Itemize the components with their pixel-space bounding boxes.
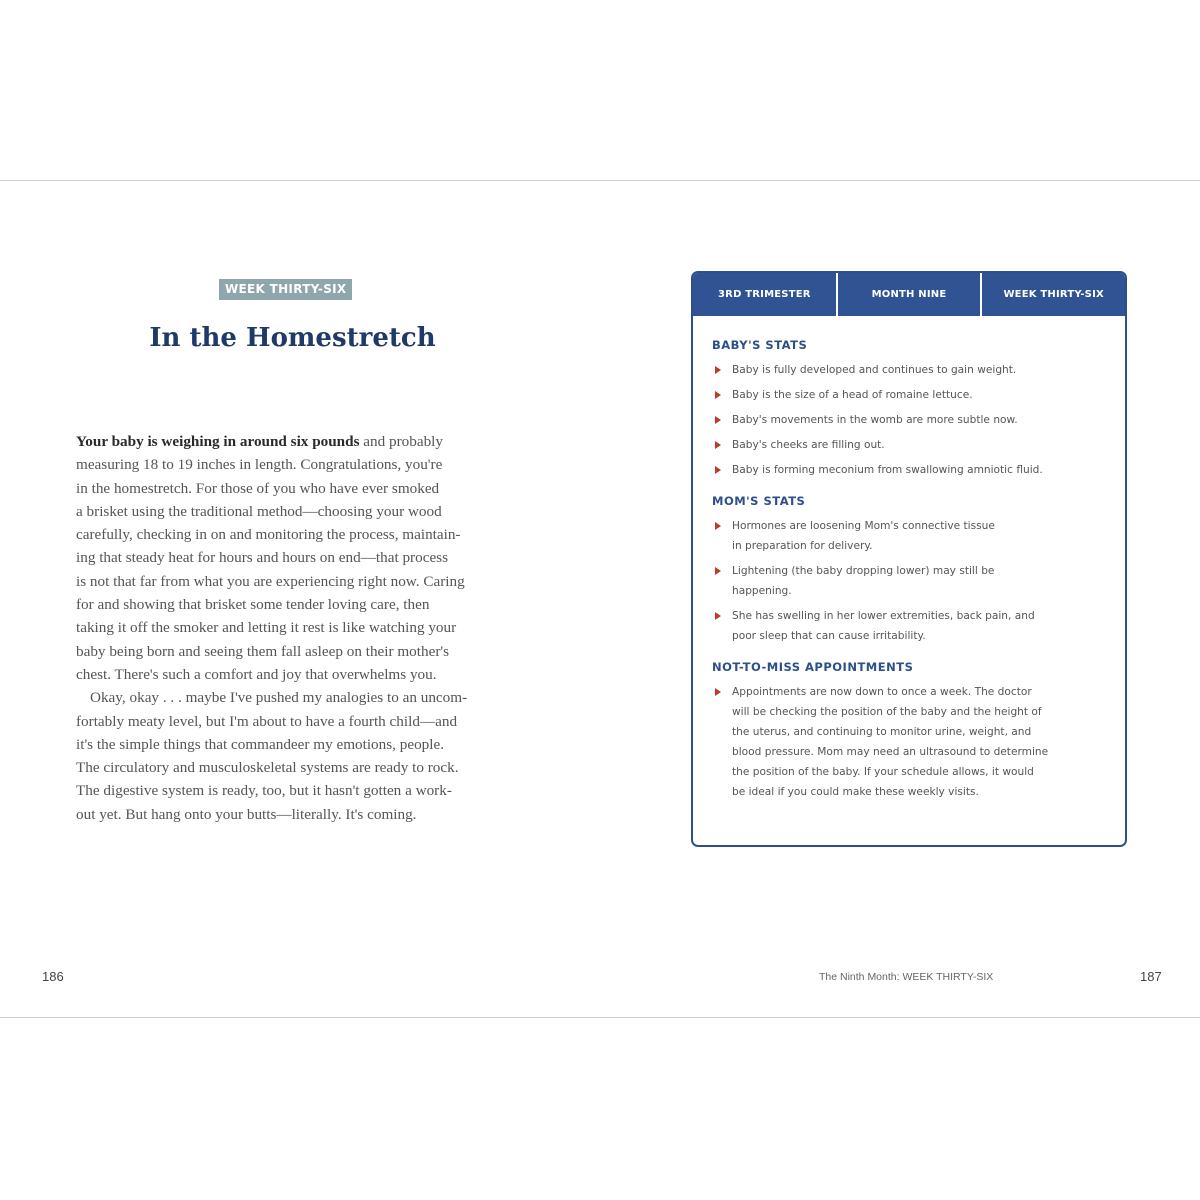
body-line: is not that far from what you are experiencing right now. Caring bbox=[76, 572, 465, 590]
body-line: it's the simple things that commandeer my emotions, people. bbox=[76, 735, 445, 753]
stat-item-line: Lightening (the baby dropping lower) may still be bbox=[732, 565, 995, 577]
babys-stats-list bbox=[712, 360, 1107, 480]
stat-item-line: happening. bbox=[732, 585, 792, 597]
stat-item bbox=[712, 410, 1107, 430]
moms-stats-heading: MOM'S STATS bbox=[712, 494, 806, 508]
stat-item-line: Baby is the size of a head of romaine lettuce. bbox=[732, 389, 973, 401]
body-line: ing that steady heat for hours and hours on end—that process bbox=[76, 549, 449, 567]
stat-item bbox=[712, 460, 1107, 480]
triangle-bullet-icon bbox=[715, 567, 721, 575]
stat-item-line: Appointments are now down to once a week. The doctor bbox=[732, 686, 1032, 698]
triangle-bullet-icon bbox=[715, 391, 721, 399]
stat-item-line: Baby's movements in the womb are more subtle now. bbox=[732, 414, 1018, 426]
stats-card bbox=[691, 271, 1127, 847]
tab-month: MONTH NINE bbox=[836, 273, 981, 316]
body-line: The circulatory and musculoskeletal systems are ready to rock. bbox=[76, 759, 459, 777]
body-text bbox=[76, 430, 516, 826]
body-line: chest. There's such a comfort and joy that overwhelms you. bbox=[76, 665, 437, 683]
stat-item bbox=[712, 360, 1107, 380]
tab-week: WEEK THIRTY-SIX bbox=[980, 273, 1125, 316]
book-spread bbox=[0, 180, 1200, 1018]
stat-item bbox=[712, 561, 1107, 601]
stat-item-line: be ideal if you could make these weekly visits. bbox=[732, 786, 979, 798]
stat-item-line: poor sleep that can cause irritability. bbox=[732, 630, 926, 642]
body-line: Okay, okay . . . maybe I've pushed my analogies to an uncom- bbox=[90, 689, 468, 707]
triangle-bullet-icon bbox=[715, 688, 721, 696]
stat-item-line: Baby's cheeks are filling out. bbox=[732, 439, 885, 451]
stat-item-line: Baby is fully developed and continues to gain weight. bbox=[732, 364, 1017, 376]
moms-stats-list bbox=[712, 516, 1107, 646]
appointments-heading: NOT-TO-MISS APPOINTMENTS bbox=[712, 660, 914, 674]
stat-item bbox=[712, 606, 1107, 646]
card-tabs bbox=[693, 273, 1125, 316]
body-line: baby being born and seeing them fall asleep on their mother's bbox=[76, 642, 450, 660]
stat-item-line: She has swelling in her lower extremities, back pain, and bbox=[732, 610, 1035, 622]
body-line: fortably meaty level, but I'm about to have a fourth child—and bbox=[76, 712, 458, 730]
running-title: The Ninth Month: WEEK THIRTY-SIX bbox=[819, 971, 994, 983]
card-body bbox=[693, 316, 1125, 802]
page-title: In the Homestretch bbox=[149, 323, 436, 353]
stat-item bbox=[712, 435, 1107, 455]
lead-in: Your baby is weighing in around six pounds bbox=[76, 433, 360, 450]
body-line: a brisket using the traditional method—choosing your wood bbox=[76, 502, 442, 520]
body-line: measuring 18 to 19 inches in length. Congratulations, you're bbox=[76, 456, 443, 474]
body-line: carefully, checking in on and monitoring the process, maintain- bbox=[76, 526, 461, 544]
stat-item bbox=[712, 385, 1107, 405]
body-line: taking it off the smoker and letting it rest is like watching your bbox=[76, 619, 457, 637]
body-line: out yet. But hang onto your butts—literally. It's coming. bbox=[76, 805, 417, 823]
stat-item-line: the uterus, and continuing to monitor urine, weight, and bbox=[732, 726, 1032, 738]
stat-item bbox=[712, 516, 1107, 556]
stat-item-line: blood pressure. Mom may need an ultrasound to determine bbox=[732, 746, 1049, 758]
stat-item bbox=[712, 682, 1107, 802]
body-line: for and showing that brisket some tender loving care, then bbox=[76, 596, 430, 614]
stat-item-line: Baby is forming meconium from swallowing amniotic fluid. bbox=[732, 464, 1043, 476]
body-line: in the homestretch. For those of you who have ever smoked bbox=[76, 479, 440, 497]
babys-stats-heading: BABY'S STATS bbox=[712, 338, 808, 352]
page-number-left: 186 bbox=[42, 969, 64, 984]
body-line: The digestive system is ready, too, but it hasn't gotten a work- bbox=[76, 782, 452, 800]
stat-item-line: in preparation for delivery. bbox=[732, 540, 873, 552]
triangle-bullet-icon bbox=[715, 441, 721, 449]
week-label: WEEK THIRTY-SIX bbox=[219, 279, 352, 300]
body-line: Your baby is weighing in around six pounds and probably bbox=[76, 433, 443, 450]
stat-item-line: the position of the baby. If your schedule allows, it would bbox=[732, 766, 1034, 778]
triangle-bullet-icon bbox=[715, 416, 721, 424]
triangle-bullet-icon bbox=[715, 522, 721, 530]
tab-trimester: 3RD TRIMESTER bbox=[718, 289, 811, 300]
page-number-right: 187 bbox=[1140, 969, 1162, 984]
triangle-bullet-icon bbox=[715, 612, 721, 620]
triangle-bullet-icon bbox=[715, 466, 721, 474]
triangle-bullet-icon bbox=[715, 366, 721, 374]
appointments-list bbox=[712, 682, 1107, 802]
stat-item-line: Hormones are loosening Mom's connective tissue bbox=[732, 520, 995, 532]
stat-item-line: will be checking the position of the baby and the height of bbox=[732, 706, 1042, 718]
